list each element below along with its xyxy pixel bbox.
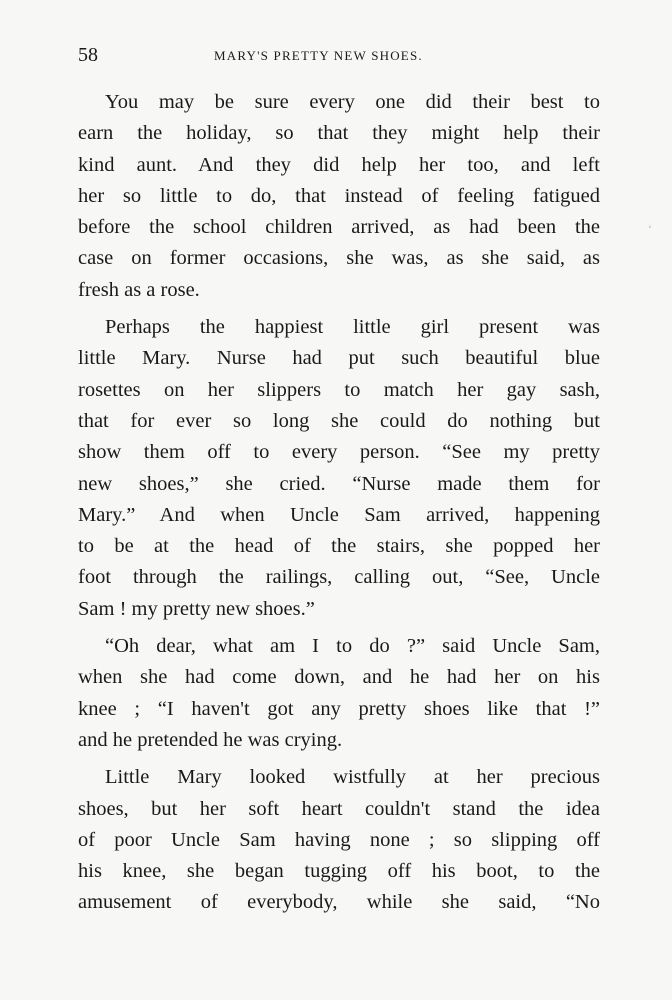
page-edge-mark: ‘ xyxy=(648,222,652,236)
paragraph-1 xyxy=(78,87,600,306)
text-line: of poor Uncle Sam having none ; so slipping off xyxy=(78,828,600,851)
text-line: earn the holiday, so that they might help their xyxy=(78,122,600,145)
text-line: kind aunt. And they did help her too, and left xyxy=(78,153,600,176)
text-line: her so little to do, that instead of feeling fatigued xyxy=(78,184,600,207)
page-header xyxy=(78,44,600,70)
text-line: Little Mary looked wistfully at her precious xyxy=(105,766,600,789)
text-line: shoes, but her soft heart couldn't stand the idea xyxy=(78,797,600,820)
paragraph-4 xyxy=(78,762,600,918)
text-line: Sam ! my pretty new shoes.” xyxy=(78,597,315,620)
text-line: fresh as a rose. xyxy=(78,278,200,301)
text-line: that for ever so long she could do nothing but xyxy=(78,409,600,432)
text-line: and he pretended he was crying. xyxy=(78,728,343,751)
text-line: You may be sure every one did their best to xyxy=(105,91,600,113)
paragraph-2 xyxy=(78,312,600,625)
text-line: show them off to every person. “See my pretty xyxy=(78,441,600,464)
text-line: to be at the head of the stairs, she popped her xyxy=(78,535,600,558)
text-line: before the school children arrived, as had been the xyxy=(78,216,600,239)
text-line: Perhaps the happiest little girl present was xyxy=(105,316,600,339)
text-line: new shoes,” she cried. “Nurse made them for xyxy=(78,472,600,495)
text-line: rosettes on her slippers to match her gay sash, xyxy=(78,378,600,401)
text-line: foot through the railings, calling out, “See, Uncle xyxy=(78,566,600,589)
text-line: when she had come down, and he had her on his xyxy=(78,666,600,689)
text-line: knee ; “I haven't got any pretty shoes like that !” xyxy=(78,697,600,720)
running-title: MARY'S PRETTY NEW SHOES. xyxy=(214,48,423,63)
body-text xyxy=(78,87,600,925)
text-line: Mary.” And when Uncle Sam arrived, happening xyxy=(78,503,600,526)
text-line: amusement of everybody, while she said, “No xyxy=(78,891,600,914)
paragraph-3 xyxy=(78,631,600,756)
text-line: his knee, she began tugging off his boot, to the xyxy=(78,860,600,883)
page-number: 58 xyxy=(78,44,98,66)
text-line: little Mary. Nurse had put such beautiful blue xyxy=(78,347,600,370)
text-line: “Oh dear, what am I to do ?” said Uncle Sam, xyxy=(105,635,600,658)
text-line: case on former occasions, she was, as she said, as xyxy=(78,247,600,270)
